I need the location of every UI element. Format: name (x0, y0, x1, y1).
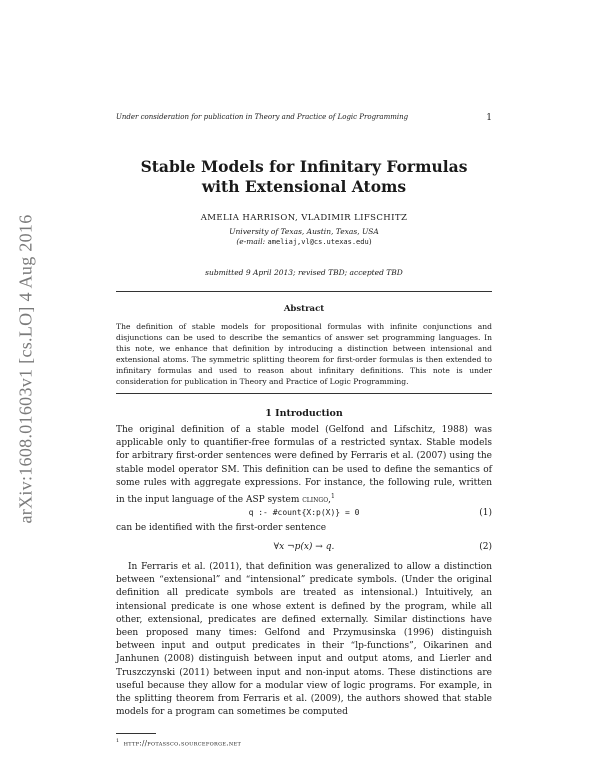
email-prefix: (e-mail: (236, 237, 268, 246)
abstract-title: Abstract (283, 304, 325, 314)
abstract-bottom-rule (116, 393, 492, 394)
section-heading: 1 Introduction (265, 408, 343, 419)
title-line-2: with Extensional Atoms (201, 177, 407, 196)
footnote-rule (116, 733, 156, 734)
formula-1 (116, 508, 492, 522)
submission-dates: submitted 9 April 2013; revised TBD; accepted TBD (205, 268, 403, 277)
authors: AMELIA HARRISON, VLADIMIR LIFSCHITZ (200, 213, 408, 223)
abstract-text: The definition of stable models for propositional formulas with infinite conjunctions and disjunctions can be used to describe the semantics of answer set programming languages. In this note, we enhance that definition by introducing a distinction between intensional and extensional atoms. The symmetric splitting theorem for first-order formulas is then extended to infinitary formulas and used to reason about infinitary definitions. This note is under consideration for publication in Theory and Practice of Logic Programming. (116, 322, 492, 386)
paper-title (116, 157, 492, 197)
paragraph-3: In Ferraris et al. (2011), that definition was generalized to allow a distinction between “extensional” and “intensional” predicate symbols. (Under the original definition all predicate symbols are treated as intensional.) Intuitively, an intensional predicate is one whose extent is defined by the program, while all other, extensional, predicates are defined externally. Similar distinctions have been proposed many times: Gelfond and Przymusinska (1996) distinguish between input and output predicates in their “lp-functions”, Oikarinen and Janhunen (2008) distinguish between input and output atoms, and Lierler and Truszczynski (2011) between input and non-input atoms. These distinctions are useful because they allow for a modular view of logic programs. For example, in the splitting theorem from Ferraris et al. (2009), the authors showed that stable models for a program can sometimes be computed (116, 562, 492, 718)
affiliation-block (116, 227, 492, 247)
footnote-number: 1 (116, 738, 120, 744)
paragraph-2: can be identified with the first-order sentence (116, 523, 327, 533)
paragraph-1-end: , (328, 495, 332, 506)
page-number: 1 (486, 113, 492, 123)
footnote-url[interactable]: http://potassco.sourceforge.net (123, 739, 242, 748)
equation-number-2: (2) (479, 542, 492, 552)
affiliation: University of Texas, Austin, Texas, USA (229, 227, 379, 236)
email-suffix: ) (368, 237, 372, 246)
footnote (116, 738, 492, 747)
running-title: Under consideration for publication in Theory and Practice of Logic Programming (116, 113, 409, 121)
formula-2-text: ∀x ¬p(x) → q. (273, 542, 335, 552)
running-header (116, 113, 492, 121)
email: ameliaj,vl@cs.utexas.edu (267, 238, 369, 246)
email-line (116, 237, 492, 247)
abstract-top-rule (116, 291, 492, 292)
equation-number-1: (1) (479, 508, 492, 518)
formula-1-text: q :- #count{X:p(X)} = 0 (248, 508, 360, 517)
paragraph-1-text: The original definition of a stable model (Gelfond and Lifschitz, 1988) was applicable only to quantifier-free formulas of a restricted syntax. Stable models for arbitrary first-order sentences were defined by Ferraris et al. (2007) using the stable model operator SM. This definition can be used to define the semantics of some rules with aggregate expressions. For instance, the following rule, written in the input language of the ASP system (116, 425, 492, 506)
clingo-name: clingo (302, 495, 329, 506)
formula-2 (116, 542, 492, 556)
title-line-1: Stable Models for Infinitary Formulas (140, 157, 468, 176)
arxiv-stamp (6, 178, 46, 560)
footnote-marker: 1 (331, 493, 335, 501)
arxiv-stamp-text: arXiv:1608.01603v1 [cs.LO] 4 Aug 2016 (15, 214, 36, 524)
paragraph-1 (116, 424, 492, 507)
